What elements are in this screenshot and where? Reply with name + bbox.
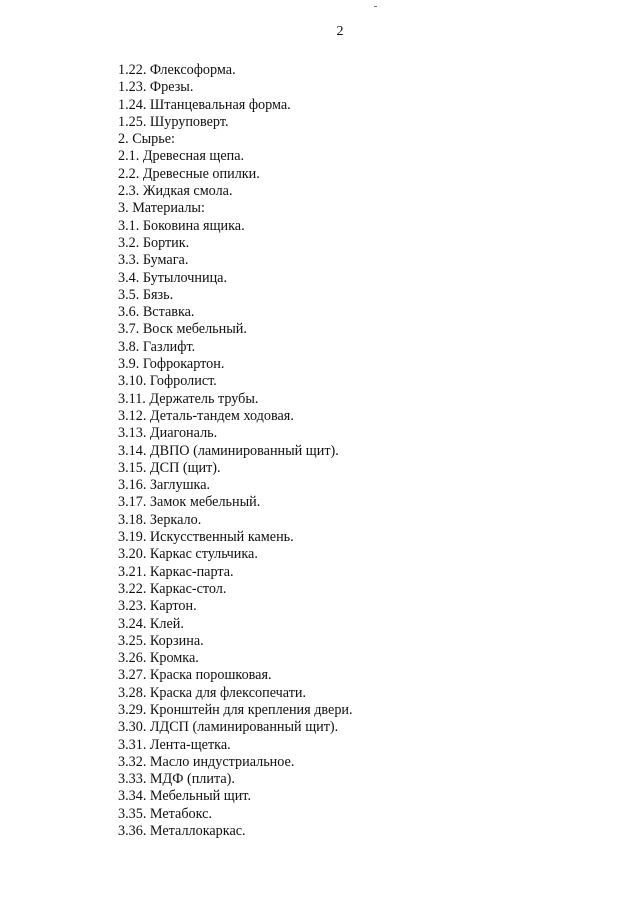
list-item: 3.9. Гофрокартон. (118, 356, 225, 373)
list-item: 3.36. Металлокаркас. (118, 823, 246, 840)
list-item: 3.21. Каркас-парта. (118, 563, 234, 580)
list-item: 3.33. МДФ (плита). (118, 771, 235, 788)
list-item: 3.26. Кромка. (118, 650, 199, 667)
list-item: 3.18. Зеркало. (118, 511, 202, 528)
list-item: 3.23. Картон. (118, 598, 197, 615)
list-item: 1.23. Фрезы. (118, 79, 194, 96)
list-item: 3.22. Каркас-стол. (118, 580, 227, 597)
list-item: 3. Материалы: (118, 200, 205, 217)
list-item: 3.7. Воск мебельный. (118, 321, 247, 338)
list-item: 3.35. Метабокс. (118, 805, 213, 822)
list-item: 2.2. Древесные опилки. (118, 165, 260, 182)
list-item: 3.19. Искусственный камень. (118, 529, 294, 546)
scan-speck (374, 6, 377, 7)
list-item: 3.34. Мебельный щит. (118, 788, 251, 805)
list-item: 3.8. Газлифт. (118, 338, 196, 355)
list-item: 3.29. Кронштейн для крепления двери. (118, 701, 353, 718)
list-item: 2. Сырье: (118, 131, 175, 148)
list-item: 3.27. Краска порошковая. (118, 667, 272, 684)
list-item: 3.25. Корзина. (118, 632, 204, 649)
list-item: 3.31. Лента-щетка. (118, 736, 231, 753)
list-item: 3.5. Бязь. (118, 286, 174, 303)
list-item: 1.25. Шуруповерт. (118, 113, 229, 130)
list-item: 3.4. Бутылочница. (118, 269, 228, 286)
list-item: 3.20. Каркас стульчика. (118, 546, 258, 563)
list-item: 1.24. Штанцевальная форма. (118, 96, 291, 113)
list-item: 3.15. ДСП (щит). (118, 459, 221, 476)
list-item: 3.30. ЛДСП (ламинированный щит). (118, 719, 339, 736)
page-number: 2 (336, 24, 344, 39)
list-item: 3.17. Замок мебельный. (118, 494, 261, 511)
list-item: 3.14. ДВПО (ламинированный щит). (118, 442, 339, 459)
list-item: 1.22. Флексоформа. (118, 62, 236, 78)
list-item: 3.32. Масло индустриальное. (118, 753, 295, 770)
list-item: 3.10. Гофролист. (118, 373, 217, 390)
list-item: 3.11. Держатель трубы. (118, 390, 259, 407)
list-item: 2.3. Жидкая смола. (118, 183, 233, 200)
list-item: 3.12. Деталь-тандем ходовая. (118, 407, 294, 424)
list-item: 3.1. Боковина ящика. (118, 217, 245, 234)
list-item: 3.13. Диагональ. (118, 425, 218, 442)
list-item: 2.1. Древесная щепа. (118, 148, 245, 165)
list-item: 3.3. Бумага. (118, 252, 189, 269)
list-item: 3.28. Краска для флексопечати. (118, 684, 307, 701)
list-item: 3.6. Вставка. (118, 304, 195, 321)
list-item: 3.16. Заглушка. (118, 477, 211, 494)
list-item: 3.24. Клей. (118, 615, 184, 632)
item-list (118, 62, 353, 840)
list-item: 3.2. Бортик. (118, 234, 190, 251)
